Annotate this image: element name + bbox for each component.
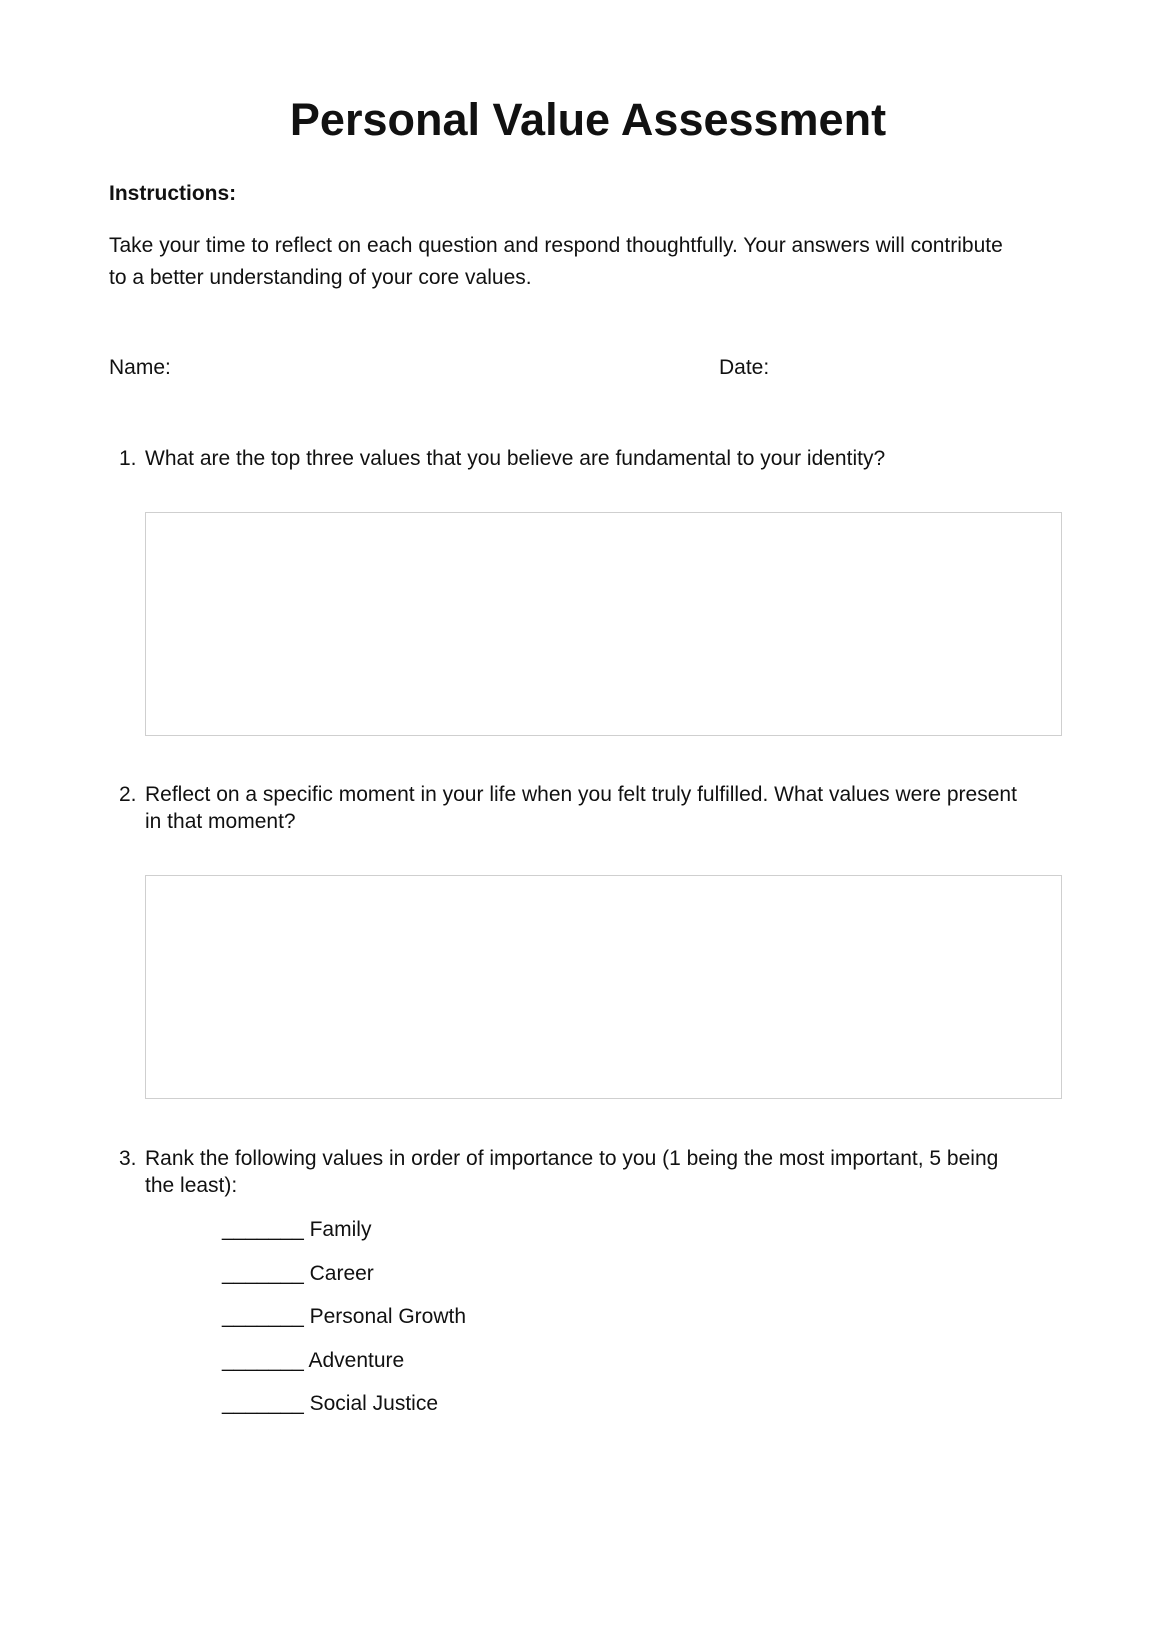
rank-item-personal-growth xyxy=(222,1303,466,1347)
answer-box-1[interactable] xyxy=(145,512,1062,736)
question-number: 3. xyxy=(119,1147,137,1170)
question-number: 2. xyxy=(119,783,137,806)
answer-box-2[interactable] xyxy=(145,875,1062,1099)
question-3 xyxy=(119,1145,1019,1199)
rank-blank[interactable]: _______ xyxy=(222,1218,304,1241)
question-number: 1. xyxy=(119,447,137,470)
date-label: Date: xyxy=(719,356,770,379)
rank-list xyxy=(222,1216,466,1434)
rank-blank[interactable]: _______ xyxy=(222,1348,304,1372)
rank-item-social-justice xyxy=(222,1390,466,1434)
rank-blank[interactable]: _______ xyxy=(222,1261,304,1285)
rank-blank[interactable]: _______ xyxy=(222,1305,304,1328)
rank-item-family xyxy=(222,1216,466,1260)
rank-label: Adventure xyxy=(308,1348,405,1372)
question-text: Reflect on a specific moment in your life when you felt truly fulfilled. What values were present in that moment? xyxy=(145,783,1017,833)
rank-label: Personal Growth xyxy=(309,1305,467,1328)
question-text: What are the top three values that you believe are fundamental to your identity? xyxy=(145,447,886,470)
instructions-heading: Instructions: xyxy=(109,182,237,205)
rank-item-career xyxy=(222,1260,466,1304)
rank-label: Career xyxy=(309,1261,374,1285)
rank-item-adventure xyxy=(222,1347,466,1391)
question-text: Rank the following values in order of importance to you (1 being the most important, 5 being the least): xyxy=(145,1147,999,1197)
instructions-text: Take your time to reflect on each question and respond thoughtfully. Your answers will contribute to a better understanding of your core values. xyxy=(109,234,1003,289)
page-title: Personal Value Assessment xyxy=(289,94,887,145)
rank-label: Social Justice xyxy=(309,1392,438,1415)
rank-blank[interactable]: _______ xyxy=(222,1392,304,1415)
question-1 xyxy=(119,445,1019,472)
question-2 xyxy=(119,781,1019,835)
rank-label: Family xyxy=(309,1218,372,1241)
name-label: Name: xyxy=(109,356,171,379)
